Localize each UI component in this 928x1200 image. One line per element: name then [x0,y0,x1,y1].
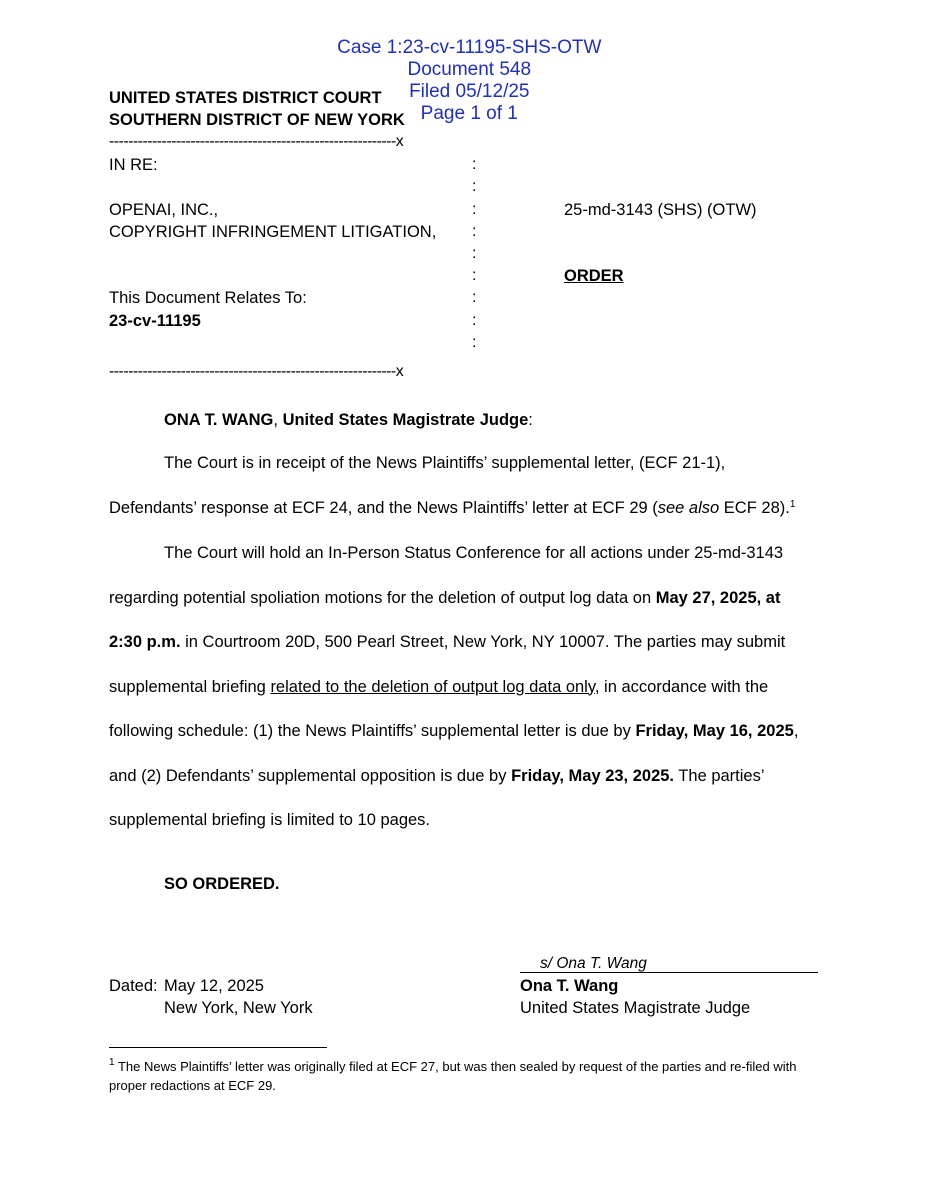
conference-time: 2:30 p.m. [109,633,181,651]
judge-intro [164,411,533,430]
caption-party-line2: COPYRIGHT INFRINGEMENT LITIGATION, [109,223,437,241]
paragraph-line: The Court will hold an In-Person Status Conference for all actions under 25-md-3143 [164,544,784,562]
caption-colon: : [472,178,477,195]
ecf-document-number: Document 548 [407,59,532,80]
briefing-scope: related to the deletion of output log data only [270,677,595,696]
date: May 12, 2025 [164,977,264,995]
footnote [109,1057,829,1095]
paragraph-text: , [793,722,799,740]
paragraph-text: regarding potential spoliation motions for the deletion of output log data on [109,588,656,607]
caption-colon: : [472,334,477,351]
defendants-deadline: Friday, May 23, 2025. [511,766,675,785]
paragraph-receipt [109,441,809,530]
docket-number: 25-md-3143 (SHS) (OTW) [564,201,757,219]
caption-colon: : [472,245,477,262]
paragraph-line: The Court is in receipt of the News Plaintiffs’ supplemental letter, (ECF 21-1), [164,454,726,472]
plaintiffs-deadline: Friday, May 16, 2025 [635,722,794,740]
footnote-number: 1 [109,1057,115,1068]
place: New York, New York [164,999,313,1017]
caption-colon: : [472,156,477,173]
judge-name: ONA T. WANG [164,411,274,429]
signature: s/ Ona T. Wang [540,955,647,972]
footnote-rule [109,1047,327,1048]
paragraph-text: The parties’ [674,766,765,785]
ecf-header [0,15,928,125]
caption-colon: : [472,289,477,306]
paragraph-line [109,709,809,754]
paragraph-line [109,665,809,710]
paragraph-text: ECF 28). [719,498,790,517]
caption-relates-to: This Document Relates To: [109,289,307,307]
paragraph-line [109,754,809,799]
judge-intro-comma: , [273,411,283,429]
paragraph-conference [109,531,809,843]
signer-name: Ona T. Wang [520,977,619,995]
see-also-text: see also [657,498,720,517]
paragraph-text: following schedule: (1) the News Plaintiffs’ supplemental letter is due by [109,722,636,740]
ecf-case-number: Case 1:23-cv-11195-SHS-OTW [337,37,602,58]
caption-colon: : [472,267,477,284]
signer-title: United States Magistrate Judge [520,999,751,1017]
dated-label: Dated: [109,977,158,995]
paragraph-text: supplemental briefing [109,677,271,696]
paragraph-text: in Courtroom 20D, 500 Pearl Street, New York, NY 10007. The parties may submit [180,633,786,651]
caption-party-line1: OPENAI, INC., [109,201,219,219]
caption-rule-top: ------------------------------------------------------------x [109,133,404,150]
caption-rule-bottom: ------------------------------------------------------------x [109,363,404,380]
paragraph-line [109,620,809,665]
caption-colon: : [472,223,477,240]
footnote-marker: 1 [789,498,796,510]
conference-date: May 27, 2025, at [655,588,781,607]
paragraph-line [109,576,809,621]
paragraph-line [109,486,809,531]
court-name-line1: UNITED STATES DISTRICT COURT [109,89,382,107]
paragraph-text: , in accordance with the [594,677,769,696]
judge-intro-colon: : [528,411,533,429]
ecf-filed-date: Filed 05/12/25 [409,81,530,102]
caption-in-re: IN RE: [109,156,158,174]
paragraph-text: Defendants’ response at ECF 24, and the News Plaintiffs’ letter at ECF 29 ( [109,498,658,517]
caption-colon: : [472,312,477,329]
paragraph-text: and (2) Defendants’ supplemental opposition is due by [109,766,512,785]
judge-title: United States Magistrate Judge [282,411,529,429]
footnote-text: The News Plaintiffs’ letter was originally filed at ECF 27, but was then sealed by request of the parties and re-filed with proper redactions at ECF 29. [109,1059,797,1093]
paragraph-line: supplemental briefing is limited to 10 pages. [109,811,431,829]
caption-colon: : [472,201,477,218]
court-name-line2: SOUTHERN DISTRICT OF NEW YORK [109,111,405,129]
caption-relates-case: 23-cv-11195 [109,312,201,330]
order-title: ORDER [564,267,624,285]
ecf-page-count: Page 1 of 1 [420,103,518,124]
so-ordered: SO ORDERED. [164,875,280,893]
